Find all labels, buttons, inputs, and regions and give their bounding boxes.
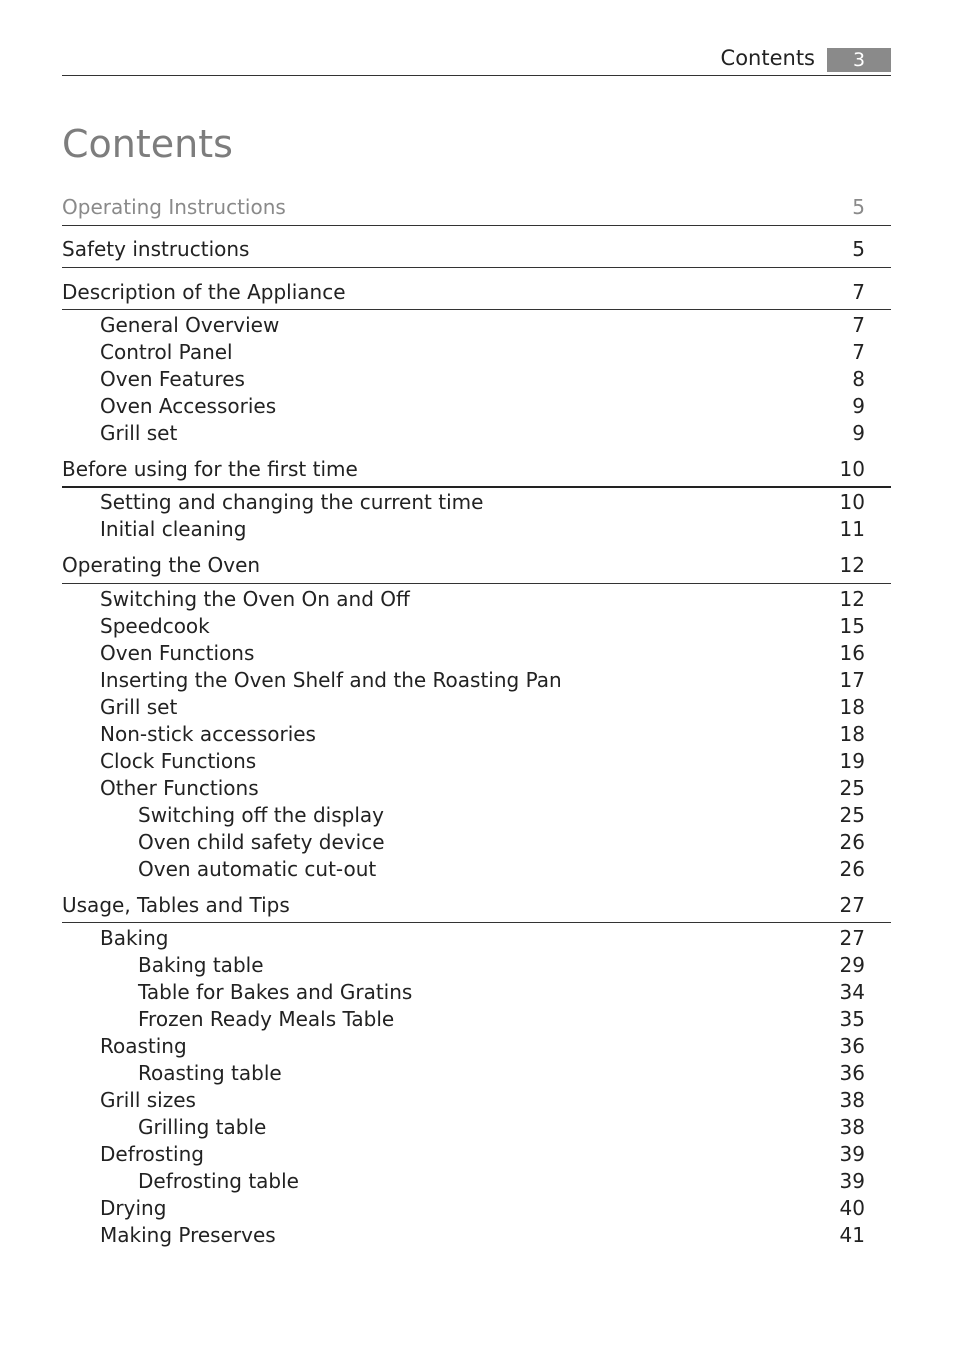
toc-entry-page: 38 [839,1088,865,1112]
toc-entry-title: Baking [100,926,169,950]
toc-entry-page: 12 [839,553,865,577]
toc-entry-page: 5 [852,195,865,219]
toc-entry-page: 18 [839,722,865,746]
toc-entry[interactable] [62,312,891,339]
toc-entry-title: Clock Functions [100,749,257,773]
section-divider [62,486,891,488]
toc-entry[interactable] [62,802,891,829]
toc-entry[interactable] [62,1168,891,1195]
toc-entry-title: Drying [100,1196,167,1220]
toc-entry-title: Initial cleaning [100,517,247,541]
toc-entry-page: 7 [852,280,865,304]
toc-entry-title: Before using for the first time [62,457,358,481]
toc-entry-title: Oven Features [100,367,245,391]
toc-entry-title: Switching the Oven On and Off [100,587,410,611]
toc-entry-page: 15 [839,614,865,638]
toc-entry-page: 39 [839,1142,865,1166]
toc-entry[interactable] [62,339,891,366]
toc-entry[interactable] [62,829,891,856]
toc-entry[interactable] [62,748,891,775]
toc-entry-page: 8 [852,367,865,391]
toc-entry[interactable] [62,1222,891,1249]
toc-entry-page: 12 [839,587,865,611]
toc-entry[interactable] [62,1060,891,1087]
page-number-badge: 3 [827,48,891,72]
toc-entry-page: 34 [839,980,865,1004]
toc-entry-title: Making Preserves [100,1223,276,1247]
toc-entry-description-of-appliance[interactable] [62,279,891,306]
toc-entry[interactable] [62,1114,891,1141]
toc-entry[interactable] [62,516,891,543]
toc-entry-title: Setting and changing the current time [100,490,484,514]
toc-entry-title: Grill sizes [100,1088,196,1112]
toc-entry-title: Defrosting table [138,1169,299,1193]
toc-entry-page: 27 [839,926,865,950]
toc-entry-title: Grill set [100,421,178,445]
section-divider [62,225,891,226]
toc-entry[interactable] [62,667,891,694]
toc-entry[interactable] [62,979,891,1006]
toc-entry-title: Grilling table [138,1115,267,1139]
toc-entry[interactable] [62,721,891,748]
toc-entry-page: 9 [852,394,865,418]
toc-entry-title: Safety instructions [62,237,250,261]
toc-entry-page: 9 [852,421,865,445]
toc-entry-page: 36 [839,1061,865,1085]
toc-entry-page: 7 [852,340,865,364]
toc-entry-page: 41 [839,1223,865,1247]
toc-entry[interactable] [62,640,891,667]
toc-entry[interactable] [62,925,891,952]
toc-entry-page: 36 [839,1034,865,1058]
toc-entry-page: 27 [839,893,865,917]
toc-entry-title: Defrosting [100,1142,204,1166]
toc-entry-title: Usage, Tables and Tips [62,893,290,917]
toc-entry-title: Oven automatic cut-out [138,857,377,881]
toc-entry-title: Control Panel [100,340,233,364]
section-divider [62,267,891,268]
toc-entry-page: 26 [839,830,865,854]
toc-entry[interactable] [62,489,891,516]
toc-entry-operating-instructions[interactable] [62,194,891,221]
toc-entry[interactable] [62,952,891,979]
toc-entry[interactable] [62,1033,891,1060]
toc-entry-page: 40 [839,1196,865,1220]
toc-entry-page: 39 [839,1169,865,1193]
toc-entry[interactable] [62,366,891,393]
toc-entry[interactable] [62,856,891,883]
toc-entry-title: Frozen Ready Meals Table [138,1007,395,1031]
section-divider [62,309,891,310]
toc-entry-title: Table for Bakes and Gratins [138,980,413,1004]
toc-entry[interactable] [62,775,891,802]
toc-entry-title: Grill set [100,695,178,719]
toc-entry-title: Oven Accessories [100,394,277,418]
toc-entry-title: Operating Instructions [62,195,286,219]
toc-entry[interactable] [62,613,891,640]
toc-entry-safety-instructions[interactable] [62,236,891,263]
toc-entry-before-first-use[interactable] [62,456,891,483]
header-section-label: Contents [720,46,815,70]
toc-entry[interactable] [62,1141,891,1168]
toc-entry-title: Description of the Appliance [62,280,346,304]
toc-entry-page: 29 [839,953,865,977]
toc-entry-title: Speedcook [100,614,210,638]
toc-entry-title: Non-stick accessories [100,722,316,746]
toc-entry-page: 17 [839,668,865,692]
toc-entry-page: 10 [839,457,865,481]
toc-entry-title: Roasting table [138,1061,282,1085]
toc-entry-page: 11 [839,517,865,541]
page-title: Contents [62,122,233,166]
toc-entry-title: Baking table [138,953,264,977]
section-divider [62,583,891,584]
toc-entry-page: 7 [852,313,865,337]
toc-entry[interactable] [62,393,891,420]
toc-entry[interactable] [62,1006,891,1033]
toc-entry-title: Inserting the Oven Shelf and the Roasting Pan [100,668,562,692]
toc-entry[interactable] [62,586,891,613]
toc-entry-page: 25 [839,803,865,827]
toc-entry-title: Oven Functions [100,641,255,665]
toc-entry-page: 16 [839,641,865,665]
toc-entry-title: Roasting [100,1034,187,1058]
toc-entry-page: 25 [839,776,865,800]
toc-entry-title: Operating the Oven [62,553,261,577]
toc-entry-page: 19 [839,749,865,773]
toc-entry-usage-tables-tips[interactable] [62,892,891,919]
toc-entry-page: 18 [839,695,865,719]
toc-entry-page: 35 [839,1007,865,1031]
toc-entry[interactable] [62,1087,891,1114]
toc-entry-title: Switching off the display [138,803,384,827]
toc-entry-page: 5 [852,237,865,261]
toc-entry[interactable] [62,1195,891,1222]
toc-entry-page: 38 [839,1115,865,1139]
toc-entry-page: 10 [839,490,865,514]
section-divider [62,922,891,923]
running-header [62,44,891,76]
toc-entry[interactable] [62,694,891,721]
toc-entry-title: General Overview [100,313,280,337]
toc-entry-page: 26 [839,857,865,881]
toc-entry-operating-the-oven[interactable] [62,552,891,579]
toc-entry[interactable] [62,420,891,447]
toc-entry-title: Other Functions [100,776,259,800]
toc-entry-title: Oven child safety device [138,830,385,854]
